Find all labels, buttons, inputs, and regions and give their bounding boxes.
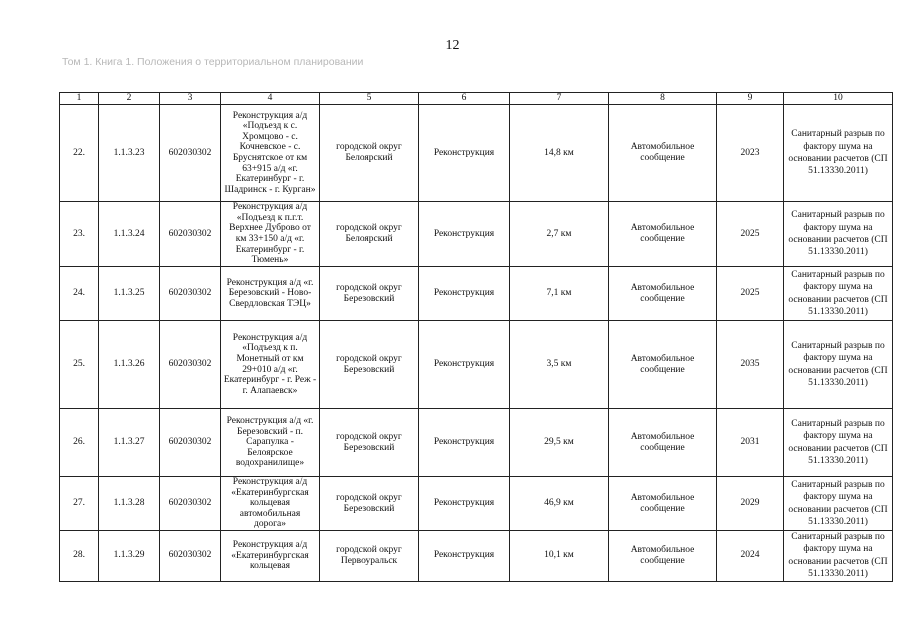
table-row xyxy=(60,202,893,267)
purpose-cell: Автомобильное сообщение xyxy=(609,321,717,409)
table-row xyxy=(60,409,893,477)
object-name-cell: Реконструкция а/д «г. Березовский - Ново-Свердловская ТЭЦ» xyxy=(221,267,320,321)
length-cell: 29,5 км xyxy=(510,409,609,477)
year-cell: 2035 xyxy=(717,321,784,409)
object-name-cell: Реконструкция а/д «Подъезд к п.г.т. Верхнее Дуброво от км 33+150 а/д «г. Екатеринбург - г. Тюмень» xyxy=(221,202,320,267)
row-number-cell: 25. xyxy=(60,321,99,409)
column-header: 2 xyxy=(99,93,160,105)
work-type-cell: Реконструкция xyxy=(419,321,510,409)
table-row xyxy=(60,267,893,321)
row-number-cell: 23. xyxy=(60,202,99,267)
row-number-cell: 27. xyxy=(60,477,99,531)
location-cell: городской округ Березовский xyxy=(320,321,419,409)
row-number-cell: 26. xyxy=(60,409,99,477)
planning-table xyxy=(59,92,893,582)
object-code-cell: 1.1.3.29 xyxy=(99,531,160,582)
object-name-cell: Реконструкция а/д «Подъезд к п. Монетный от км 29+010 а/д «г. Екатеринбург - г. Реж - г. Алапаевск» xyxy=(221,321,320,409)
object-id-cell: 602030302 xyxy=(160,267,221,321)
object-id-cell: 602030302 xyxy=(160,477,221,531)
object-id-cell: 602030302 xyxy=(160,409,221,477)
object-id-cell: 602030302 xyxy=(160,321,221,409)
row-number-cell: 28. xyxy=(60,531,99,582)
year-cell: 2029 xyxy=(717,477,784,531)
work-type-cell: Реконструкция xyxy=(419,267,510,321)
table-header xyxy=(60,93,893,105)
length-cell: 3,5 км xyxy=(510,321,609,409)
zone-cell: Санитарный разрыв по фактору шума на основании расчетов (СП 51.13330.2011) xyxy=(784,321,893,409)
object-name-cell: Реконструкция а/д «Екатеринбургская кольцевая xyxy=(221,531,320,582)
work-type-cell: Реконструкция xyxy=(419,531,510,582)
work-type-cell: Реконструкция xyxy=(419,477,510,531)
table-row xyxy=(60,477,893,531)
purpose-cell: Автомобильное сообщение xyxy=(609,105,717,202)
column-header: 4 xyxy=(221,93,320,105)
purpose-cell: Автомобильное сообщение xyxy=(609,477,717,531)
zone-cell: Санитарный разрыв по фактору шума на основании расчетов (СП 51.13330.2011) xyxy=(784,477,893,531)
object-id-cell: 602030302 xyxy=(160,531,221,582)
length-cell: 10,1 км xyxy=(510,531,609,582)
work-type-cell: Реконструкция xyxy=(419,409,510,477)
zone-cell: Санитарный разрыв по фактору шума на основании расчетов (СП 51.13330.2011) xyxy=(784,409,893,477)
object-id-cell: 602030302 xyxy=(160,105,221,202)
purpose-cell: Автомобильное сообщение xyxy=(609,202,717,267)
year-cell: 2025 xyxy=(717,267,784,321)
year-cell: 2025 xyxy=(717,202,784,267)
column-header: 9 xyxy=(717,93,784,105)
length-cell: 14,8 км xyxy=(510,105,609,202)
location-cell: городской округ Первоуральск xyxy=(320,531,419,582)
year-cell: 2031 xyxy=(717,409,784,477)
table-row xyxy=(60,321,893,409)
column-header: 8 xyxy=(609,93,717,105)
column-header: 5 xyxy=(320,93,419,105)
zone-cell: Санитарный разрыв по фактору шума на основании расчетов (СП 51.13330.2011) xyxy=(784,202,893,267)
length-cell: 7,1 км xyxy=(510,267,609,321)
location-cell: городской округ Березовский xyxy=(320,267,419,321)
purpose-cell: Автомобильное сообщение xyxy=(609,531,717,582)
work-type-cell: Реконструкция xyxy=(419,202,510,267)
object-code-cell: 1.1.3.27 xyxy=(99,409,160,477)
running-header: Том 1. Книга 1. Положения о территориальном планировании xyxy=(62,56,364,68)
object-name-cell: Реконструкция а/д «Екатеринбургская кольцевая автомобильная дорога» xyxy=(221,477,320,531)
location-cell: городской округ Березовский xyxy=(320,477,419,531)
location-cell: городской округ Березовский xyxy=(320,409,419,477)
object-code-cell: 1.1.3.28 xyxy=(99,477,160,531)
page-number: 12 xyxy=(445,38,460,53)
year-cell: 2024 xyxy=(717,531,784,582)
table-body xyxy=(60,105,893,582)
object-name-cell: Реконструкция а/д «г. Березовский - п. Сарапулка - Белоярское водохранилище» xyxy=(221,409,320,477)
column-header: 3 xyxy=(160,93,221,105)
row-number-cell: 24. xyxy=(60,267,99,321)
column-header: 10 xyxy=(784,93,893,105)
zone-cell: Санитарный разрыв по фактору шума на основании расчетов (СП 51.13330.2011) xyxy=(784,267,893,321)
purpose-cell: Автомобильное сообщение xyxy=(609,267,717,321)
table-row xyxy=(60,105,893,202)
purpose-cell: Автомобильное сообщение xyxy=(609,409,717,477)
length-cell: 2,7 км xyxy=(510,202,609,267)
column-header: 1 xyxy=(60,93,99,105)
location-cell: городской округ Белоярский xyxy=(320,202,419,267)
length-cell: 46,9 км xyxy=(510,477,609,531)
column-header: 7 xyxy=(510,93,609,105)
column-number-row xyxy=(60,93,893,105)
zone-cell: Санитарный разрыв по фактору шума на основании расчетов (СП 51.13330.2011) xyxy=(784,531,893,582)
object-code-cell: 1.1.3.26 xyxy=(99,321,160,409)
work-type-cell: Реконструкция xyxy=(419,105,510,202)
object-name-cell: Реконструкция а/д «Подъезд к с. Хромцово - с. Кочневское - с. Бруснятское от км 63+915 а/д «г. Екатеринбург - г. Шадринск - г. Курган» xyxy=(221,105,320,202)
table-row xyxy=(60,531,893,582)
object-code-cell: 1.1.3.25 xyxy=(99,267,160,321)
location-cell: городской округ Белоярский xyxy=(320,105,419,202)
zone-cell: Санитарный разрыв по фактору шума на основании расчетов (СП 51.13330.2011) xyxy=(784,105,893,202)
object-code-cell: 1.1.3.23 xyxy=(99,105,160,202)
year-cell: 2023 xyxy=(717,105,784,202)
object-id-cell: 602030302 xyxy=(160,202,221,267)
object-code-cell: 1.1.3.24 xyxy=(99,202,160,267)
row-number-cell: 22. xyxy=(60,105,99,202)
column-header: 6 xyxy=(419,93,510,105)
